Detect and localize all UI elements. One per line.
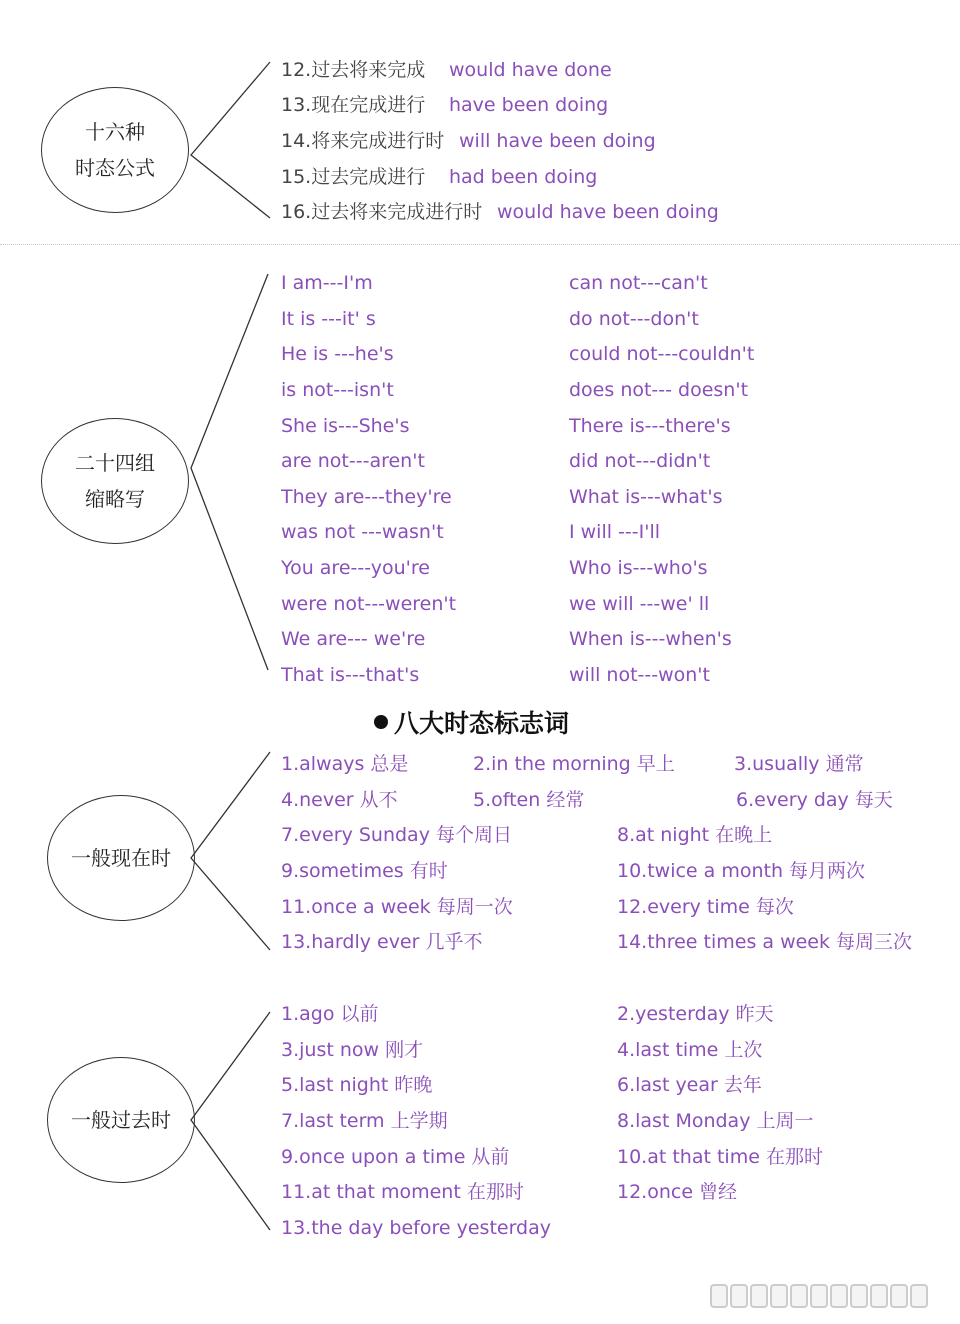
topic-label-line: 一般过去时 xyxy=(71,1108,171,1132)
list-item: 11.at that moment 在那时 xyxy=(281,1181,524,1203)
list-item: 16.过去将来完成进行时 would have been doing xyxy=(281,201,719,223)
list-item: There is---there's xyxy=(569,415,731,437)
topic-label-line: 缩略写 xyxy=(85,487,145,511)
topic-circle-simple-present xyxy=(47,795,195,921)
list-item: 3.usually 通常 xyxy=(734,753,864,775)
list-item: 10.at that time 在那时 xyxy=(617,1146,823,1168)
list-item: What is---what's xyxy=(569,486,723,508)
topic-circle-contractions xyxy=(41,418,189,544)
section-divider xyxy=(0,244,960,245)
heading-text: 八大时态标志词 xyxy=(394,709,570,738)
list-item: They are---they're xyxy=(281,486,452,508)
topic-label-line: 二十四组 xyxy=(75,451,155,475)
list-item: I will ---I'll xyxy=(569,521,661,543)
topic-label-line: 十六种 xyxy=(85,120,145,144)
list-item: Who is---who's xyxy=(569,557,708,579)
list-item: 14.three times a week 每周三次 xyxy=(617,931,913,953)
list-item: She is---She's xyxy=(281,415,410,437)
list-item: I am---I'm xyxy=(281,272,373,294)
list-item: did not---didn't xyxy=(569,450,711,472)
list-item: was not ---wasn't xyxy=(281,521,444,543)
list-item: 12.every time 每次 xyxy=(617,896,794,918)
list-item: 1.always 总是 xyxy=(281,753,409,775)
list-item: 8.last Monday 上周一 xyxy=(617,1110,814,1132)
watermark xyxy=(710,1284,950,1314)
topic-label-line: 一般现在时 xyxy=(71,846,171,870)
list-item: 2.yesterday 昨天 xyxy=(617,1003,774,1025)
list-item: we will ---we' ll xyxy=(569,593,710,615)
list-item: 12.过去将来完成 would have done xyxy=(281,59,612,81)
list-item: That is---that's xyxy=(281,664,420,686)
list-item: 13.the day before yesterday xyxy=(281,1217,552,1239)
list-item: 8.at night 在晚上 xyxy=(617,824,773,846)
topic-circle-simple-past xyxy=(47,1057,195,1183)
list-item: 11.once a week 每周一次 xyxy=(281,896,513,918)
list-item: do not---don't xyxy=(569,308,699,330)
topic-label-line: 时态公式 xyxy=(75,156,155,180)
list-item: We are--- we're xyxy=(281,628,426,650)
list-item: 5.often 经常 xyxy=(473,789,585,811)
list-item: He is ---he's xyxy=(281,343,394,365)
list-item: 7.every Sunday 每个周日 xyxy=(281,824,512,846)
list-item: It is ---it' s xyxy=(281,308,376,330)
list-item: are not---aren't xyxy=(281,450,425,472)
list-item: is not---isn't xyxy=(281,379,394,401)
list-item: will not---won't xyxy=(569,664,710,686)
bullet-icon xyxy=(374,715,388,729)
list-item: 5.last night 昨晚 xyxy=(281,1074,433,1096)
list-item: 7.last term 上学期 xyxy=(281,1110,448,1132)
list-item: 1.ago 以前 xyxy=(281,1003,379,1025)
list-item: 13.hardly ever 几乎不 xyxy=(281,931,483,953)
list-item: 2.in the morning 早上 xyxy=(473,753,675,775)
list-item: 9.sometimes 有时 xyxy=(281,860,448,882)
section-heading xyxy=(374,704,569,740)
list-item: 4.last time 上次 xyxy=(617,1039,763,1061)
list-item: can not---can't xyxy=(569,272,708,294)
list-item: 6.every day 每天 xyxy=(736,789,893,811)
list-item: 14.将来完成进行时 will have been doing xyxy=(281,130,656,152)
list-item: 9.once upon a time 从前 xyxy=(281,1146,510,1168)
list-item: When is---when's xyxy=(569,628,732,650)
list-item: does not--- doesn't xyxy=(569,379,749,401)
list-item: 4.never 从不 xyxy=(281,789,398,811)
list-item: You are---you're xyxy=(281,557,430,579)
list-item: 6.last year 去年 xyxy=(617,1074,762,1096)
list-item: 15.过去完成进行 had been doing xyxy=(281,166,598,188)
list-item: were not---weren't xyxy=(281,593,457,615)
list-item: 12.once 曾经 xyxy=(617,1181,738,1203)
list-item: 10.twice a month 每月两次 xyxy=(617,860,866,882)
list-item: 3.just now 刚才 xyxy=(281,1039,424,1061)
list-item: 13.现在完成进行 have been doing xyxy=(281,94,609,116)
list-item: could not---couldn't xyxy=(569,343,755,365)
